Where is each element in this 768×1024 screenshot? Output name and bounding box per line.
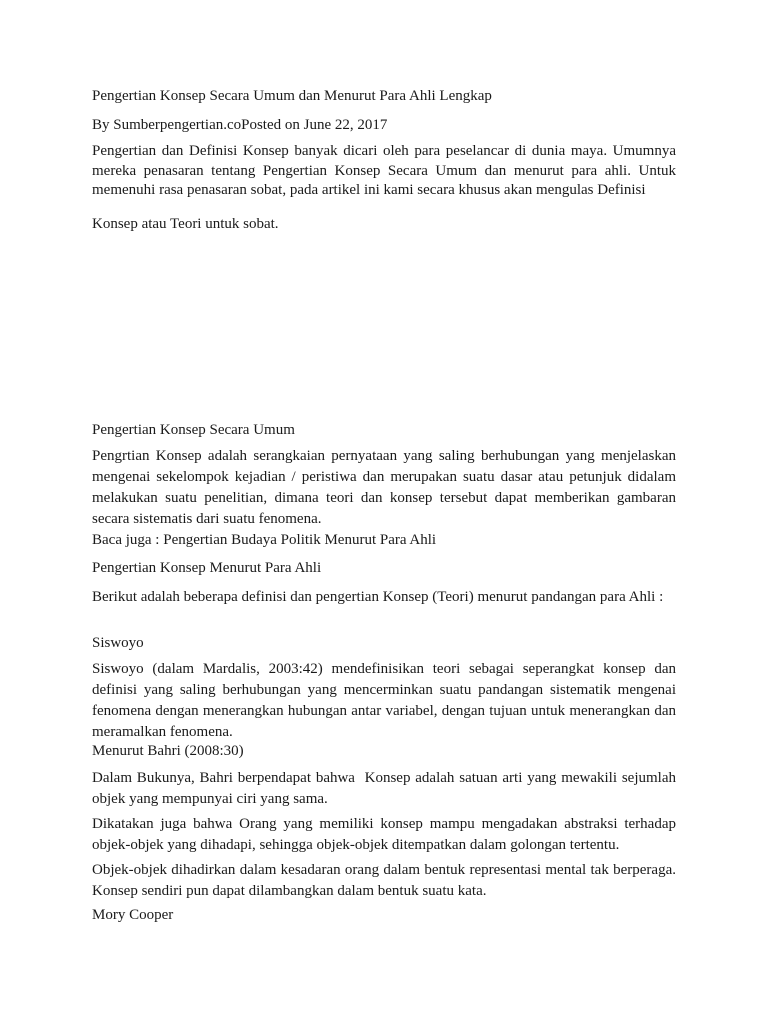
bahri-body-3: Objek-objek dihadirkan dalam kesadaran orang dalam bentuk representasi mental tak berperaga. Konsep sendiri pun dapat dilambangkan dalam bentuk suatu kata. [92, 862, 676, 899]
intro-paragraph: Pengertian dan Definisi Konsep banyak dicari oleh para peselancar di dunia maya. Umumnya mereka penasaran tentang Pengertian Konsep Secara Umum dan menurut para ahli. Untuk memenuhi rasa penasaran sobat, pada artikel ini kami secara khusus akan mengulas Definisi [92, 143, 676, 198]
bahri-body-1: Dalam Bukunya, Bahri berpendapat bahwa Konsep adalah satuan arti yang mewakili sejumlah objek yang mempunyai ciri yang sama. [92, 770, 680, 807]
section-experts-intro: Berikut adalah beberapa definisi dan pengertian Konsep (Teori) menurut pandangan para Ahli : [92, 589, 664, 605]
siswoyo-heading: Siswoyo [92, 635, 144, 651]
document-title: Pengertian Konsep Secara Umum dan Menurut Para Ahli Lengkap [92, 88, 492, 104]
bahri-body-2: Dikatakan juga bahwa Orang yang memiliki konsep mampu mengadakan abstraksi terhadap objek-objek yang dihadapi, sehingga objek-objek ditempatkan dalam golongan tertentu. [92, 816, 676, 853]
bahri-heading: Menurut Bahri (2008:30) [92, 743, 244, 759]
read-also-link: Baca juga : Pengertian Budaya Politik Menurut Para Ahli [92, 532, 437, 548]
mory-cooper-heading: Mory Cooper [92, 907, 174, 923]
siswoyo-body: Siswoyo (dalam Mardalis, 2003:42) mendefinisikan teori sebagai seperangkat konsep dan definisi yang saling berhubungan yang mencerminkan suatu pandangan sistematik mengenai fenomena dengan menerangkan hubungan antar variabel, dengan tujuan untuk menerangkan dan meramalkan fenomena. [92, 661, 676, 740]
section-experts-heading: Pengertian Konsep Menurut Para Ahli [92, 560, 322, 576]
byline: By Sumberpengertian.coPosted on June 22, 2017 [92, 117, 388, 133]
section-general-body: Pengrtian Konsep adalah serangkaian pernyataan yang saling berhubungan yang menjelaskan mengenai sekelompok kejadian / peristiwa dan merupakan suatu dasar atau petunjuk didalam melakukan suatu penelitian, dimana teori dan konsep tersebut dapat memberikan gambaran secara sistematis dari suatu fenomena. [92, 448, 676, 527]
section-general-heading: Pengertian Konsep Secara Umum [92, 422, 295, 438]
intro-continued: Konsep atau Teori untuk sobat. [92, 216, 279, 232]
